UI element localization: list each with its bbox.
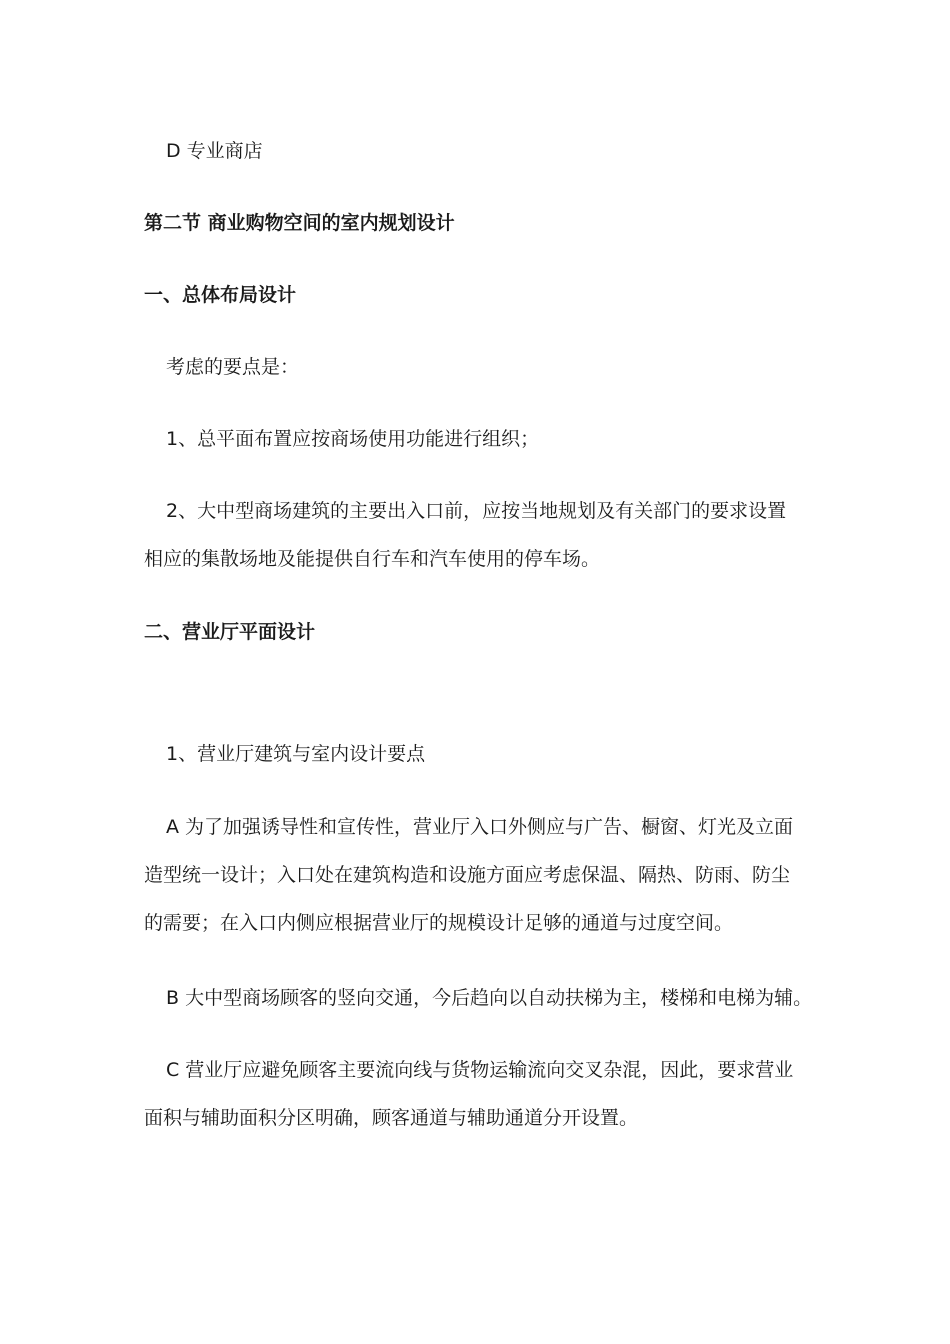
subpoint-1: 1、营业厅建筑与室内设计要点 (166, 743, 426, 765)
point-2-line-1: 2、大中型商场建筑的主要出入口前，应按当地规划及有关部门的要求设置 (166, 500, 787, 522)
heading-overall-layout: 一、总体布局设计 (144, 284, 297, 306)
para-a-line-1: A 为了加强诱导性和宣传性，营业厅入口外侧应与广告、橱窗、灯光及立面 (166, 816, 794, 838)
list-item-d: D 专业商店 (166, 140, 263, 162)
para-c-line-2: 面积与辅助面积分区明确，顾客通道与辅助通道分开设置。 (144, 1107, 639, 1129)
point-1: 1、总平面布置应按商场使用功能进行组织； (166, 428, 540, 450)
heading-hall-plan: 二、营业厅平面设计 (144, 621, 316, 643)
para-c-line-1: C 营业厅应避免顾客主要流向线与货物运输流向交叉杂混，因此，要求营业 (166, 1059, 794, 1081)
para-a-line-2: 造型统一设计；入口处在建筑构造和设施方面应考虑保温、隔热、防雨、防尘 (144, 864, 791, 886)
point-2-line-2: 相应的集散场地及能提供自行车和汽车使用的停车场。 (144, 548, 601, 570)
considerations-intro: 考虑的要点是： (166, 356, 300, 378)
para-b: B 大中型商场顾客的竖向交通，今后趋向以自动扶梯为主，楼梯和电梯为辅。 (166, 987, 813, 1009)
section-title: 第二节 商业购物空间的室内规划设计 (144, 212, 455, 234)
para-a-line-3: 的需要；在入口内侧应根据营业厅的规模设计足够的通道与过度空间。 (144, 912, 734, 934)
